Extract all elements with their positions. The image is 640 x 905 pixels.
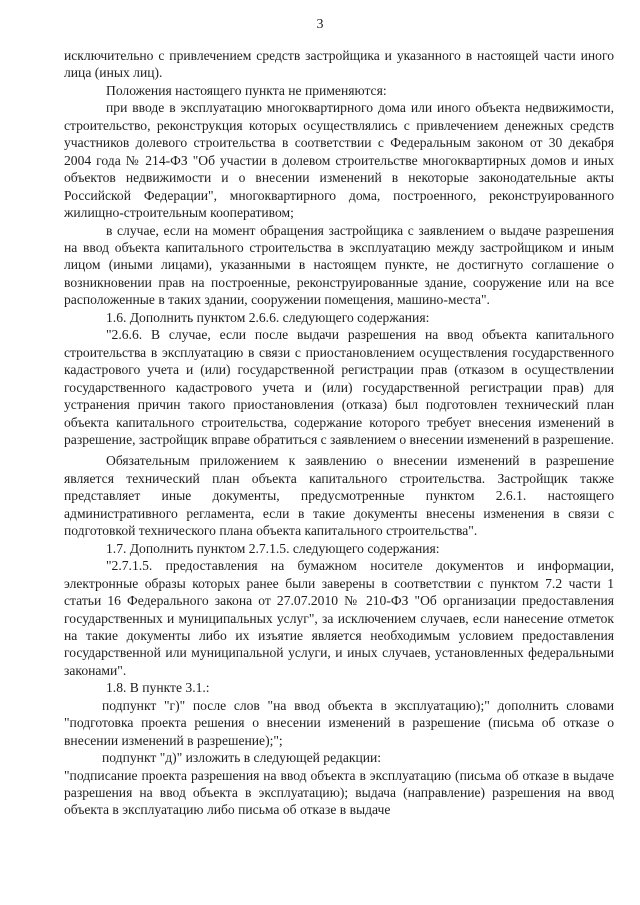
paragraph: подпункт "г)" после слов "на ввод объекта в эксплуатацию);" дополнить словами "подготовка проекта решения о внесении изменений в разрешение (письма об отказе о внесении изменений в разрешение);";: [64, 697, 614, 748]
paragraph: "подписание проекта разрешения на ввод объекта в эксплуатацию (письма об отказе в выдаче разрешения на ввод объекта в эксплуатацию); выдача (направление) разрешения на ввод объекта в эксплуатацию либо письма об отказе в выдаче: [64, 767, 614, 818]
paragraph: "2.6.6. В случае, если после выдачи разрешения на ввод объекта капитального строительства в эксплуатацию в связи с приостановлением осуществления государственного кадастрового учета и (или) государственной регистрации прав (отказом в осуществлении государственного кадастрового учета и (или) государственной регистрации прав) для устранения причин такого приостановления (отказа) был подготовлен технический план объекта капитального строительства, содержание которого требует внесения изменений в разрешение, застройщик вправе обратиться с заявлением о внесении изменений в разрешение.: [64, 327, 614, 447]
paragraph: 1.6. Дополнить пунктом 2.6.6. следующего содержания:: [106, 309, 430, 325]
paragraph: в случае, если на момент обращения застройщика с заявлением о выдаче разрешения на ввод объекта капитального строительства в эксплуатацию между застройщиком и иным лицом (иными лицами), указанными в настоящем пункте, не достигнуто соглашение о возникновении прав на построенные, реконструированные здание, сооружение или на все расположенные в таких здании, сооружении помещения, машино-места".: [64, 222, 614, 308]
paragraph: 1.7. Дополнить пунктом 2.7.1.5. следующего содержания:: [106, 540, 440, 556]
page-number: 3: [316, 17, 324, 32]
paragraph: "2.7.1.5. предоставления на бумажном носителе документов и информации, электронные образы которых ранее были заверены в соответствии с пунктом 7.2 части 1 статьи 16 Федерального закона от 27.07.2010 № 210-ФЗ "Об организации предоставления государственных и муниципальных услуг", за исключением случаев, если нанесение отметок на такие документы либо их изъятие является необходимым условием предоставления государственной или муниципальной услуги, и иных случаев, установленных федеральными законами".: [64, 558, 614, 678]
paragraph: исключительно с привлечением средств застройщика и указанного в настоящей части иного лица (иных лиц).: [64, 48, 614, 81]
paragraph: при вводе в эксплуатацию многоквартирного дома или иного объекта недвижимости, строительство, реконструкция которых осуществлялись с привлечением денежных средств участников долевого строительства в соответствии с Федеральным законом от 30 декабря 2004 года № 214-ФЗ "Об участии в долевом строительстве многоквартирных домов и иных объектов недвижимости и о внесении изменений в некоторые законодательные акты Российской Федерации", многоквартирного дома, построенного, реконструированного жилищно-строительным кооперативом;: [64, 100, 614, 221]
paragraph: подпункт "д)" изложить в следующей редакции:: [102, 750, 382, 766]
paragraph: Обязательным приложением к заявлению о внесении изменений в разрешение является технический план объекта капитального строительства. Застройщик также представляет иные документы, предусмотренные пунктом 2.6.1. настоящего административного регламента, если в такие документы внесены изменения в связи с подготовкой технического плана объекта капитального строительства".: [64, 453, 614, 539]
paragraph: 1.8. В пункте 3.1.:: [106, 680, 210, 696]
paragraph: Положения настоящего пункта не применяются:: [106, 82, 387, 98]
document-body: [64, 47, 614, 819]
